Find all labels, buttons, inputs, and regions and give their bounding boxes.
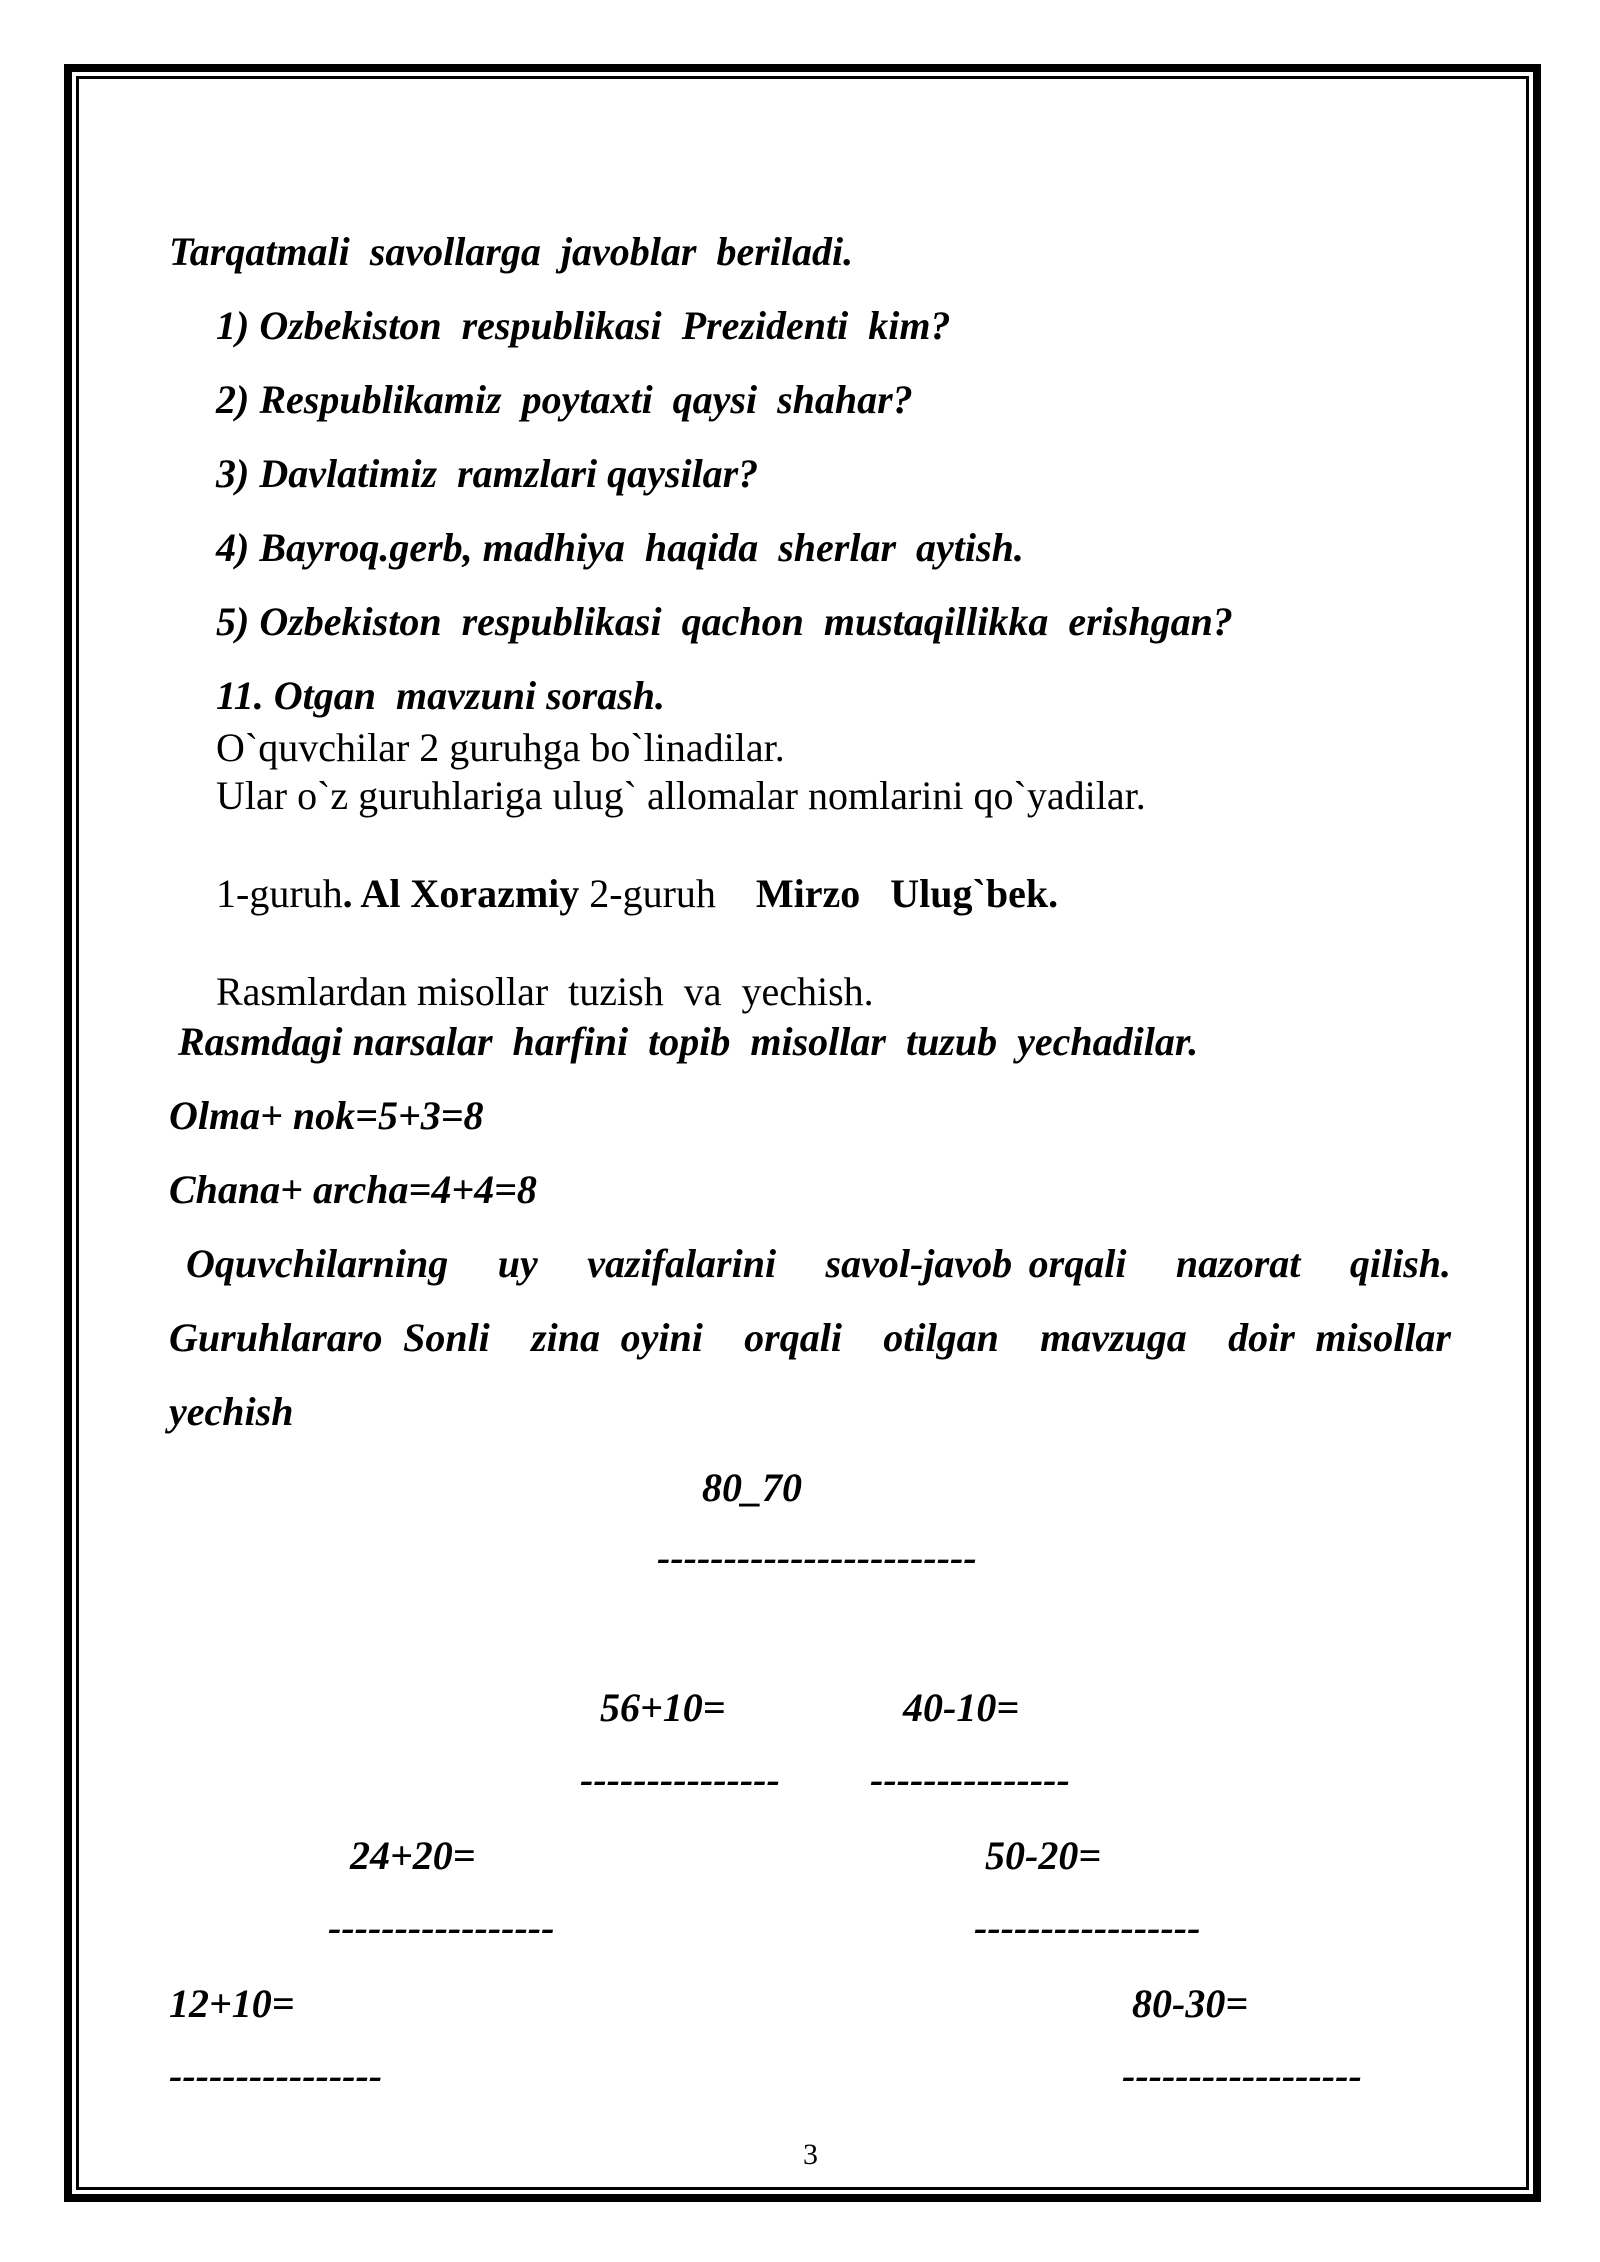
ladder-top-example: 80_70 — [702, 1465, 802, 1510]
question-1: 1) Ozbekiston respublikasi Prezidenti kim? — [216, 303, 951, 348]
ladder-row1-left: 56+10= — [600, 1685, 726, 1730]
ladder-row1-right: 40-10= — [903, 1685, 1020, 1730]
group-2-label: 2-guruh — [579, 871, 716, 916]
ladder-row2-right-blank: ----------------- — [974, 1905, 1201, 1950]
game-line-1: Guruhlararo Sonli zina oyini orqali otilgan mavzuga doir misollar — [169, 1315, 1451, 1360]
page-number: 3 — [803, 2138, 818, 2171]
ladder-row3-left-blank: ---------------- — [169, 2053, 383, 2098]
question-3: 3) Davlatimiz ramzlari qaysilar? — [216, 451, 759, 496]
section-11-line-1: O`quvchilar 2 guruhga bo`linadilar. — [216, 725, 785, 770]
homework-line: Oquvchilarning uy vazifalarini savol-javob orqali nazorat qilish. — [186, 1241, 1451, 1286]
section-11-line-2: Ular o`z guruhlariga ulug` allomalar nomlarini qo`yadilar. — [216, 773, 1146, 818]
group-2-name: Mirzo Ulug`bek. — [715, 871, 1059, 916]
section-11-title: 11. Otgan mavzuni sorash. — [216, 673, 666, 718]
example-2: Chana+ archa=4+4=8 — [169, 1167, 537, 1212]
question-5: 5) Ozbekiston respublikasi qachon mustaqillikka erishgan? — [216, 599, 1233, 644]
ladder-row1-right-blank: --------------- — [870, 1757, 1070, 1802]
ladder-top-blank: ------------------------ — [657, 1535, 977, 1580]
ladder-row2-right: 50-20= — [985, 1833, 1102, 1878]
intro-line: Tarqatmali savollarga javoblar beriladi. — [169, 229, 854, 274]
ladder-row3-right: 80-30= — [1132, 1981, 1249, 2026]
groups-line — [216, 871, 1059, 916]
ladder-row3-left: 12+10= — [169, 1981, 295, 2026]
rasmlar-line-1: Rasmlardan misollar tuzish va yechish. — [216, 969, 874, 1014]
ladder-row3-right-blank: ------------------ — [1122, 2053, 1362, 2098]
ladder-row2-left: 24+20= — [350, 1833, 476, 1878]
game-line-2: yechish — [169, 1389, 294, 1434]
rasmlar-line-2: Rasmdagi narsalar harfini topib misollar tuzub yechadilar. — [178, 1019, 1199, 1064]
example-1: Olma+ nok=5+3=8 — [169, 1093, 484, 1138]
question-2: 2) Respublikamiz poytaxti qaysi shahar? — [216, 377, 913, 422]
ladder-row1-left-blank: --------------- — [580, 1757, 780, 1802]
question-4: 4) Bayroq.gerb, madhiya haqida sherlar aytish. — [216, 525, 1024, 570]
ladder-row2-left-blank: ----------------- — [328, 1905, 555, 1950]
group-1-name: . Al Xorazmiy — [342, 871, 580, 916]
group-1-label: 1-guruh — [216, 871, 343, 916]
